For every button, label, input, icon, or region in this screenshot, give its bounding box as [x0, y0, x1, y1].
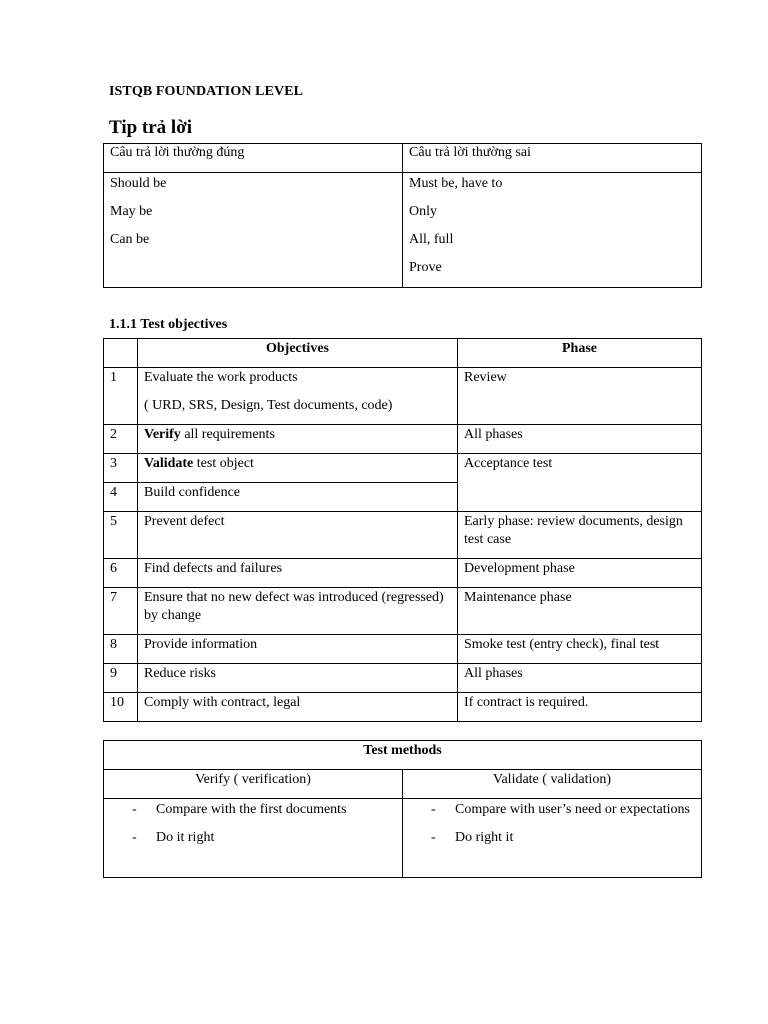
validate-items-cell [403, 799, 702, 878]
tips-wrong-cell [403, 173, 702, 288]
row-phase: Maintenance phase [458, 588, 702, 635]
objective-keyword: Validate [144, 456, 194, 471]
bullet-dash: - [431, 802, 436, 817]
tips-wrong-item: All, full [409, 232, 454, 247]
objective-keyword: Verify [144, 427, 181, 442]
list-item [409, 829, 695, 847]
list-item-text: Compare with user’s need or expectations [455, 802, 690, 817]
verify-list [110, 801, 396, 847]
row-phase: Smoke test (entry check), final test [458, 635, 702, 664]
methods-title-row [104, 741, 702, 770]
row-objective: Ensure that no new defect was introduced (regressed) by change [138, 588, 458, 635]
section-title: 1.1.1 Test objectives [109, 317, 228, 332]
row-objective: Build confidence [138, 483, 458, 512]
list-item-text: Compare with the first documents [156, 802, 347, 817]
row-phase: Review [458, 368, 702, 425]
row-objective: Reduce risks [138, 664, 458, 693]
methods-title: Test methods [104, 741, 702, 770]
row-phase: If contract is required. [458, 693, 702, 722]
methods-header-row [104, 770, 702, 799]
row-phase: All phases [458, 425, 702, 454]
methods-items-row [104, 799, 702, 878]
bullet-dash: - [132, 802, 137, 817]
row-number: 8 [104, 635, 138, 664]
answer-tips-table [103, 143, 702, 288]
tips-correct-cell [104, 173, 403, 288]
tips-correct-item: Should be [110, 176, 167, 191]
row-objective: Find defects and failures [138, 559, 458, 588]
row-number: 3 [104, 454, 138, 483]
header-objectives: Objectives [138, 339, 458, 368]
list-item [110, 801, 396, 819]
tips-header-wrong: Câu trả lời thường sai [403, 144, 702, 173]
table-row [104, 454, 702, 483]
document-heading: ISTQB FOUNDATION LEVEL [109, 84, 304, 99]
objective-text: all requirements [180, 427, 275, 442]
row-number: 7 [104, 588, 138, 635]
table-row [104, 512, 702, 559]
verify-items-cell [104, 799, 403, 878]
test-methods-table [103, 740, 702, 878]
table-row [104, 664, 702, 693]
row-objective [138, 368, 458, 425]
row-number: 5 [104, 512, 138, 559]
test-objectives-table [103, 338, 702, 722]
table-row [104, 425, 702, 454]
row-number: 2 [104, 425, 138, 454]
bullet-dash: - [431, 830, 436, 845]
row-objective: Prevent defect [138, 512, 458, 559]
row-number: 1 [104, 368, 138, 425]
bullet-dash: - [132, 830, 137, 845]
list-item-text: Do right it [455, 830, 514, 845]
tips-wrong-item: Only [409, 204, 437, 219]
row-objective: Provide information [138, 635, 458, 664]
list-item [409, 801, 695, 819]
tips-header-correct: Câu trả lời thường đúng [104, 144, 403, 173]
row-phase: All phases [458, 664, 702, 693]
validate-header: Validate ( validation) [403, 770, 702, 799]
list-item [110, 829, 396, 847]
validate-list [409, 801, 695, 847]
tips-correct-item: May be [110, 204, 153, 219]
table-row [104, 559, 702, 588]
row-number: 6 [104, 559, 138, 588]
verify-header: Verify ( verification) [104, 770, 403, 799]
row-objective [138, 425, 458, 454]
row-objective [138, 454, 458, 483]
table-row [104, 368, 702, 425]
table-row [104, 588, 702, 635]
objective-text: test object [193, 456, 254, 471]
tips-correct-item: Can be [110, 232, 150, 247]
objective-line: ( URD, SRS, Design, Test documents, code) [144, 398, 393, 413]
table-row [104, 635, 702, 664]
objectives-header-row [104, 339, 702, 368]
row-phase: Early phase: review documents, design test case [458, 512, 702, 559]
table-row [104, 693, 702, 722]
row-number: 10 [104, 693, 138, 722]
row-objective: Comply with contract, legal [138, 693, 458, 722]
row-phase: Development phase [458, 559, 702, 588]
tips-title: Tip trả lời [109, 117, 193, 138]
header-number [104, 339, 138, 368]
tips-wrong-item: Prove [409, 260, 442, 275]
row-number: 4 [104, 483, 138, 512]
header-phase: Phase [458, 339, 702, 368]
objective-line: Evaluate the work products [144, 370, 298, 385]
row-phase: Acceptance test [458, 454, 702, 512]
tips-wrong-item: Must be, have to [409, 176, 503, 191]
row-number: 9 [104, 664, 138, 693]
list-item-text: Do it right [156, 830, 215, 845]
tips-body-row [104, 173, 702, 288]
tips-header-row [104, 144, 702, 173]
